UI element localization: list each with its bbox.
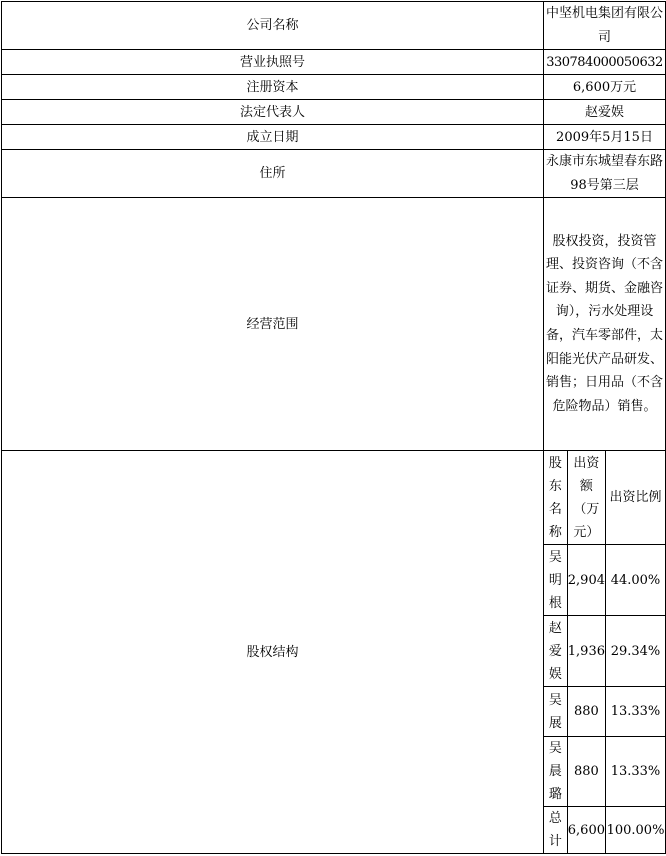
row-scope — [2, 198, 666, 451]
holder-name: 赵爱娱 — [544, 616, 568, 687]
holder-ratio: 13.33% — [606, 687, 666, 737]
header-holder-name: 股东名称 — [544, 451, 568, 545]
equity-header-row — [544, 451, 666, 545]
header-ratio: 出资比例 — [606, 451, 666, 545]
label-license-no: 营业执照号 — [2, 50, 544, 75]
row-address — [2, 150, 666, 198]
equity-row — [544, 616, 666, 687]
company-info-table — [1, 1, 666, 854]
row-license-no — [2, 50, 666, 75]
holder-name: 吴晨璐 — [544, 737, 568, 807]
label-legal-rep: 法定代表人 — [2, 100, 544, 125]
holder-ratio: 13.33% — [606, 737, 666, 807]
row-legal-rep — [2, 100, 666, 125]
value-license-no: 330784000050632 — [544, 50, 666, 75]
total-amount: 6,600 — [567, 807, 605, 854]
value-scope: 股权投资，投资管理、投资咨询（不含证券、期货、金融咨询），污水处理设备，汽车零部件，太阳能光伏产品研发、销售；日用品（不含危险物品）销售。 — [544, 198, 666, 451]
value-capital: 6,600万元 — [544, 75, 666, 100]
row-capital — [2, 75, 666, 100]
total-label: 总计 — [544, 807, 568, 854]
label-scope: 经营范围 — [2, 198, 544, 451]
equity-total-row — [544, 807, 666, 854]
holder-amount: 2,904 — [567, 545, 605, 616]
holder-name: 吴展 — [544, 687, 568, 737]
equity-row — [544, 545, 666, 616]
label-equity: 股权结构 — [2, 451, 544, 854]
holder-name: 吴明根 — [544, 545, 568, 616]
value-legal-rep: 赵爱娱 — [544, 100, 666, 125]
label-address: 住所 — [2, 150, 544, 198]
label-capital: 注册资本 — [2, 75, 544, 100]
value-address: 永康市东城望春东路98号第三层 — [544, 150, 666, 198]
holder-amount: 880 — [567, 687, 605, 737]
row-founded — [2, 125, 666, 150]
holder-ratio: 29.34% — [606, 616, 666, 687]
value-company-name: 中坚机电集团有限公司 — [544, 2, 666, 50]
holder-ratio: 44.00% — [606, 545, 666, 616]
equity-structure-cell — [544, 451, 666, 854]
row-equity — [2, 451, 666, 854]
holder-amount: 880 — [567, 737, 605, 807]
row-company-name — [2, 2, 666, 50]
total-ratio: 100.00% — [606, 807, 666, 854]
equity-row — [544, 737, 666, 807]
header-amount: 出资额（万元） — [567, 451, 605, 545]
value-founded: 2009年5月15日 — [544, 125, 666, 150]
holder-amount: 1,936 — [567, 616, 605, 687]
equity-table — [543, 450, 666, 854]
label-founded: 成立日期 — [2, 125, 544, 150]
label-company-name: 公司名称 — [2, 2, 544, 50]
equity-row — [544, 687, 666, 737]
